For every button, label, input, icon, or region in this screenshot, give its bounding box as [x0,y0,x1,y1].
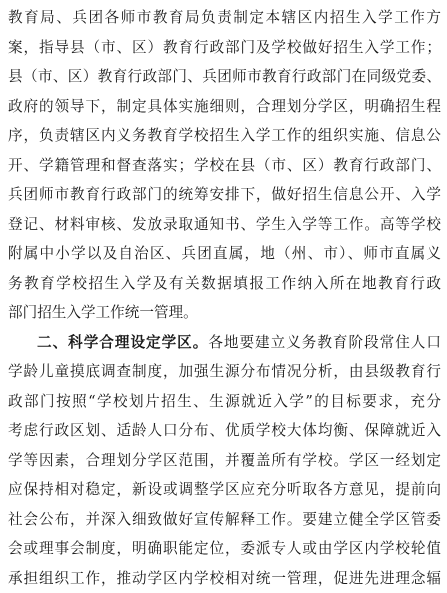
text-line: 县（市、区）教育行政部门、兵团师市教育行政部门在同级党委、 [8,62,441,92]
text-line: 应保持相对稳定，新设或调整学区应充分听取各方意见，提前向 [8,475,441,505]
text-line: 案，指导县（市、区）教育行政部门及学校做好招生入学工作； [8,33,441,63]
text-line: 附属中小学以及自治区、兵团直属，地（州、市）、师市直属义 [8,239,441,269]
text-line: 政府的领导下，制定具体实施细则，合理划分学区，明确招生程 [8,92,441,122]
section-2 [8,328,441,593]
paragraph-1 [8,3,441,328]
text-line: 开、学籍管理和督查落实；学校在县（市、区）教育行政部门、 [8,151,441,181]
text-line: 务教育学校招生入学及有关数据填报工作纳入所在地教育行政 [8,269,441,299]
text-line: 学等因素，合理划分学区范围，并覆盖所有学校。学区一经划定 [8,446,441,476]
section-2-first-line-text: 各地要建立义务教育阶段常住人口 [208,334,441,351]
text-line: 承担组织工作，推动学区内学校相对统一管理，促进先进理念辐 [8,564,441,593]
section-2-first-line [8,328,441,358]
text-line: 兵团师市教育行政部门的统筹安排下，做好招生信息公开、入学 [8,180,441,210]
text-line: 教育局、兵团各师市教育局负责制定本辖区内招生入学工作方 [8,3,441,33]
text-line: 登记、材料审核、发放录取通知书、学生入学等工作。高等学校 [8,210,441,240]
section-2-heading: 二、科学合理设定学区。 [37,334,208,351]
text-line: 部门招生入学工作统一管理。 [8,298,441,328]
text-line: 会或理事会制度，明确职能定位，委派专人或由学区内学校轮值 [8,534,441,564]
text-line: 考虑行政区划、适龄人口分布、优质学校大体均衡、保障就近入 [8,416,441,446]
text-line: 社会公布，并深入细致做好宣传解释工作。要建立健全学区管委 [8,505,441,535]
text-line: 序，负责辖区内义务教育学校招生入学工作的组织实施、信息公 [8,121,441,151]
text-line: 政部门按照“学校划片招生、生源就近入学”的目标要求，充分 [8,387,441,417]
text-line: 学龄儿童摸底调查制度，加强生源分布情况分析，由县级教育行 [8,357,441,387]
